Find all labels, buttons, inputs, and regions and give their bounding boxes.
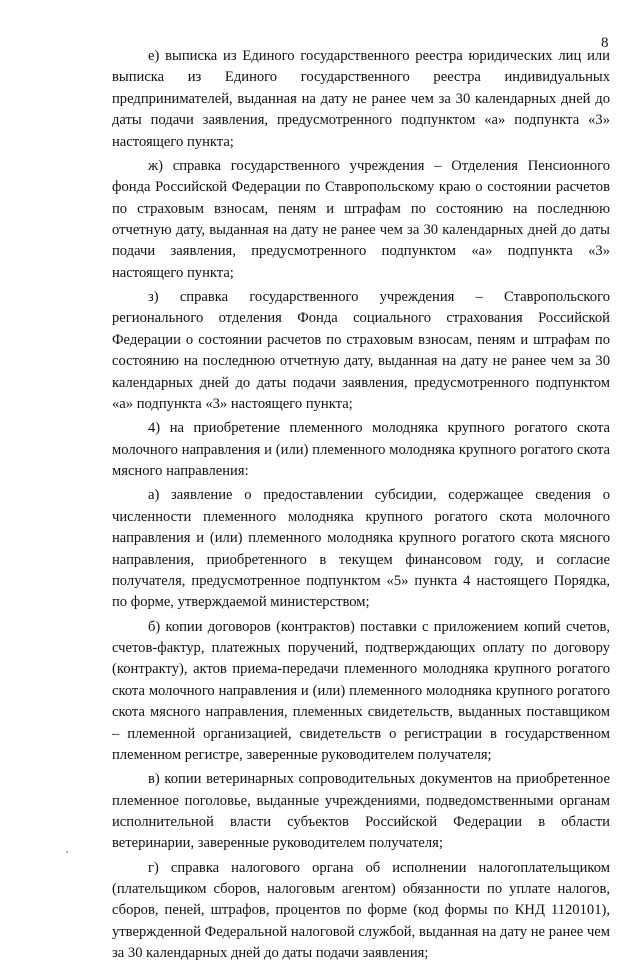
paragraph-e-egrul-extract: е) выписка из Единого государственного реестра юридических лиц или выписка из Единого государственного реестра индивидуальных предпринимателей, выданная на дату не ранее чем за 30 календарных дней до даты подачи заявления, предусмотренного подпунктом «а» подпункта «3» настоящего пункта; (112, 48, 610, 150)
page-number: 8 (601, 35, 609, 51)
paragraph-4-breeding-cattle-purchase: 4) на приобретение племенного молодняка крупного рогатого скота молочного направления и (или) племенного молодняка крупного рогатого скота мясного направления: (112, 420, 610, 480)
paragraph-zh-pension-fund-certificate: ж) справка государственного учреждения – Отделения Пенсионного фонда Российской Федерации по Ставропольскому краю о состоянии расчетов по страховым взносам, пеням и штрафам по состоянию на последнюю отчетную дату, выданная на дату не ранее чем за 30 календарных дней до даты подачи заявления, предусмотренного подпунктом «а» подпункта «3» настоящего пункта; (112, 157, 610, 281)
document-body (112, 46, 610, 965)
paragraph-v-veterinary-documents: в) копии ветеринарных сопроводительных документов на приобретенное племенное поголовье, выданные учреждениями, подведомственными органам исполнительной власти субъектов Российской Федерации в области ветеринарии, заверенные руководителем получателя; (112, 771, 610, 852)
scan-artifact-dot (66, 851, 68, 853)
paragraph-a-subsidy-application: а) заявление о предоставлении субсидии, содержащее сведения о численности племенного молодняка крупного рогатого скота молочного направления и (или) племенного молодняка крупного рогатого скота мясного направления, приобретенного в текущем финансовом году, и согласие получателя, предусмотренное подпунктом «5» пункта 4 настоящего Порядка, по форме, утверждаемой министерством; (112, 487, 610, 611)
paragraph-g-tax-certificate: г) справка налогового органа об исполнении налогоплательщиком (плательщиком сборов, налоговым агентом) обязанности по уплате налогов, сборов, пеней, штрафов, процентов по форме (код формы по КНД 1120101), утвержденной Федеральной налоговой службой, выданная на дату не ранее чем за 30 календарных дней до даты подачи заявления; (112, 859, 610, 962)
paragraph-b-supply-contracts: б) копии договоров (контрактов) поставки с приложением копий счетов, счетов-фактур, платежных поручений, подтверждающих оплату по договору (контракту), актов приема-передачи племенного молодняка крупного рогатого скота молочного направления и (или) племенного молодняка крупного рогатого скота мясного направления, племенных свидетельств, выданных поставщиком – племенной организацией, свидетельств о регистрации в государственном племенном регистре, заверенные руководителем получателя; (112, 618, 610, 763)
paragraph-z-social-insurance-certificate: з) справка государственного учреждения – Ставропольского регионального отделения Фонда социального страхования Российской Федерации о состоянии расчетов по страховым взносам, пеням и штрафам по состоянию на последнюю отчетную дату, выданная на дату не ранее чем за 30 календарных дней до даты подачи заявления, предусмотренного подпунктом «а» подпункта «3» настоящего пункта; (112, 289, 610, 413)
